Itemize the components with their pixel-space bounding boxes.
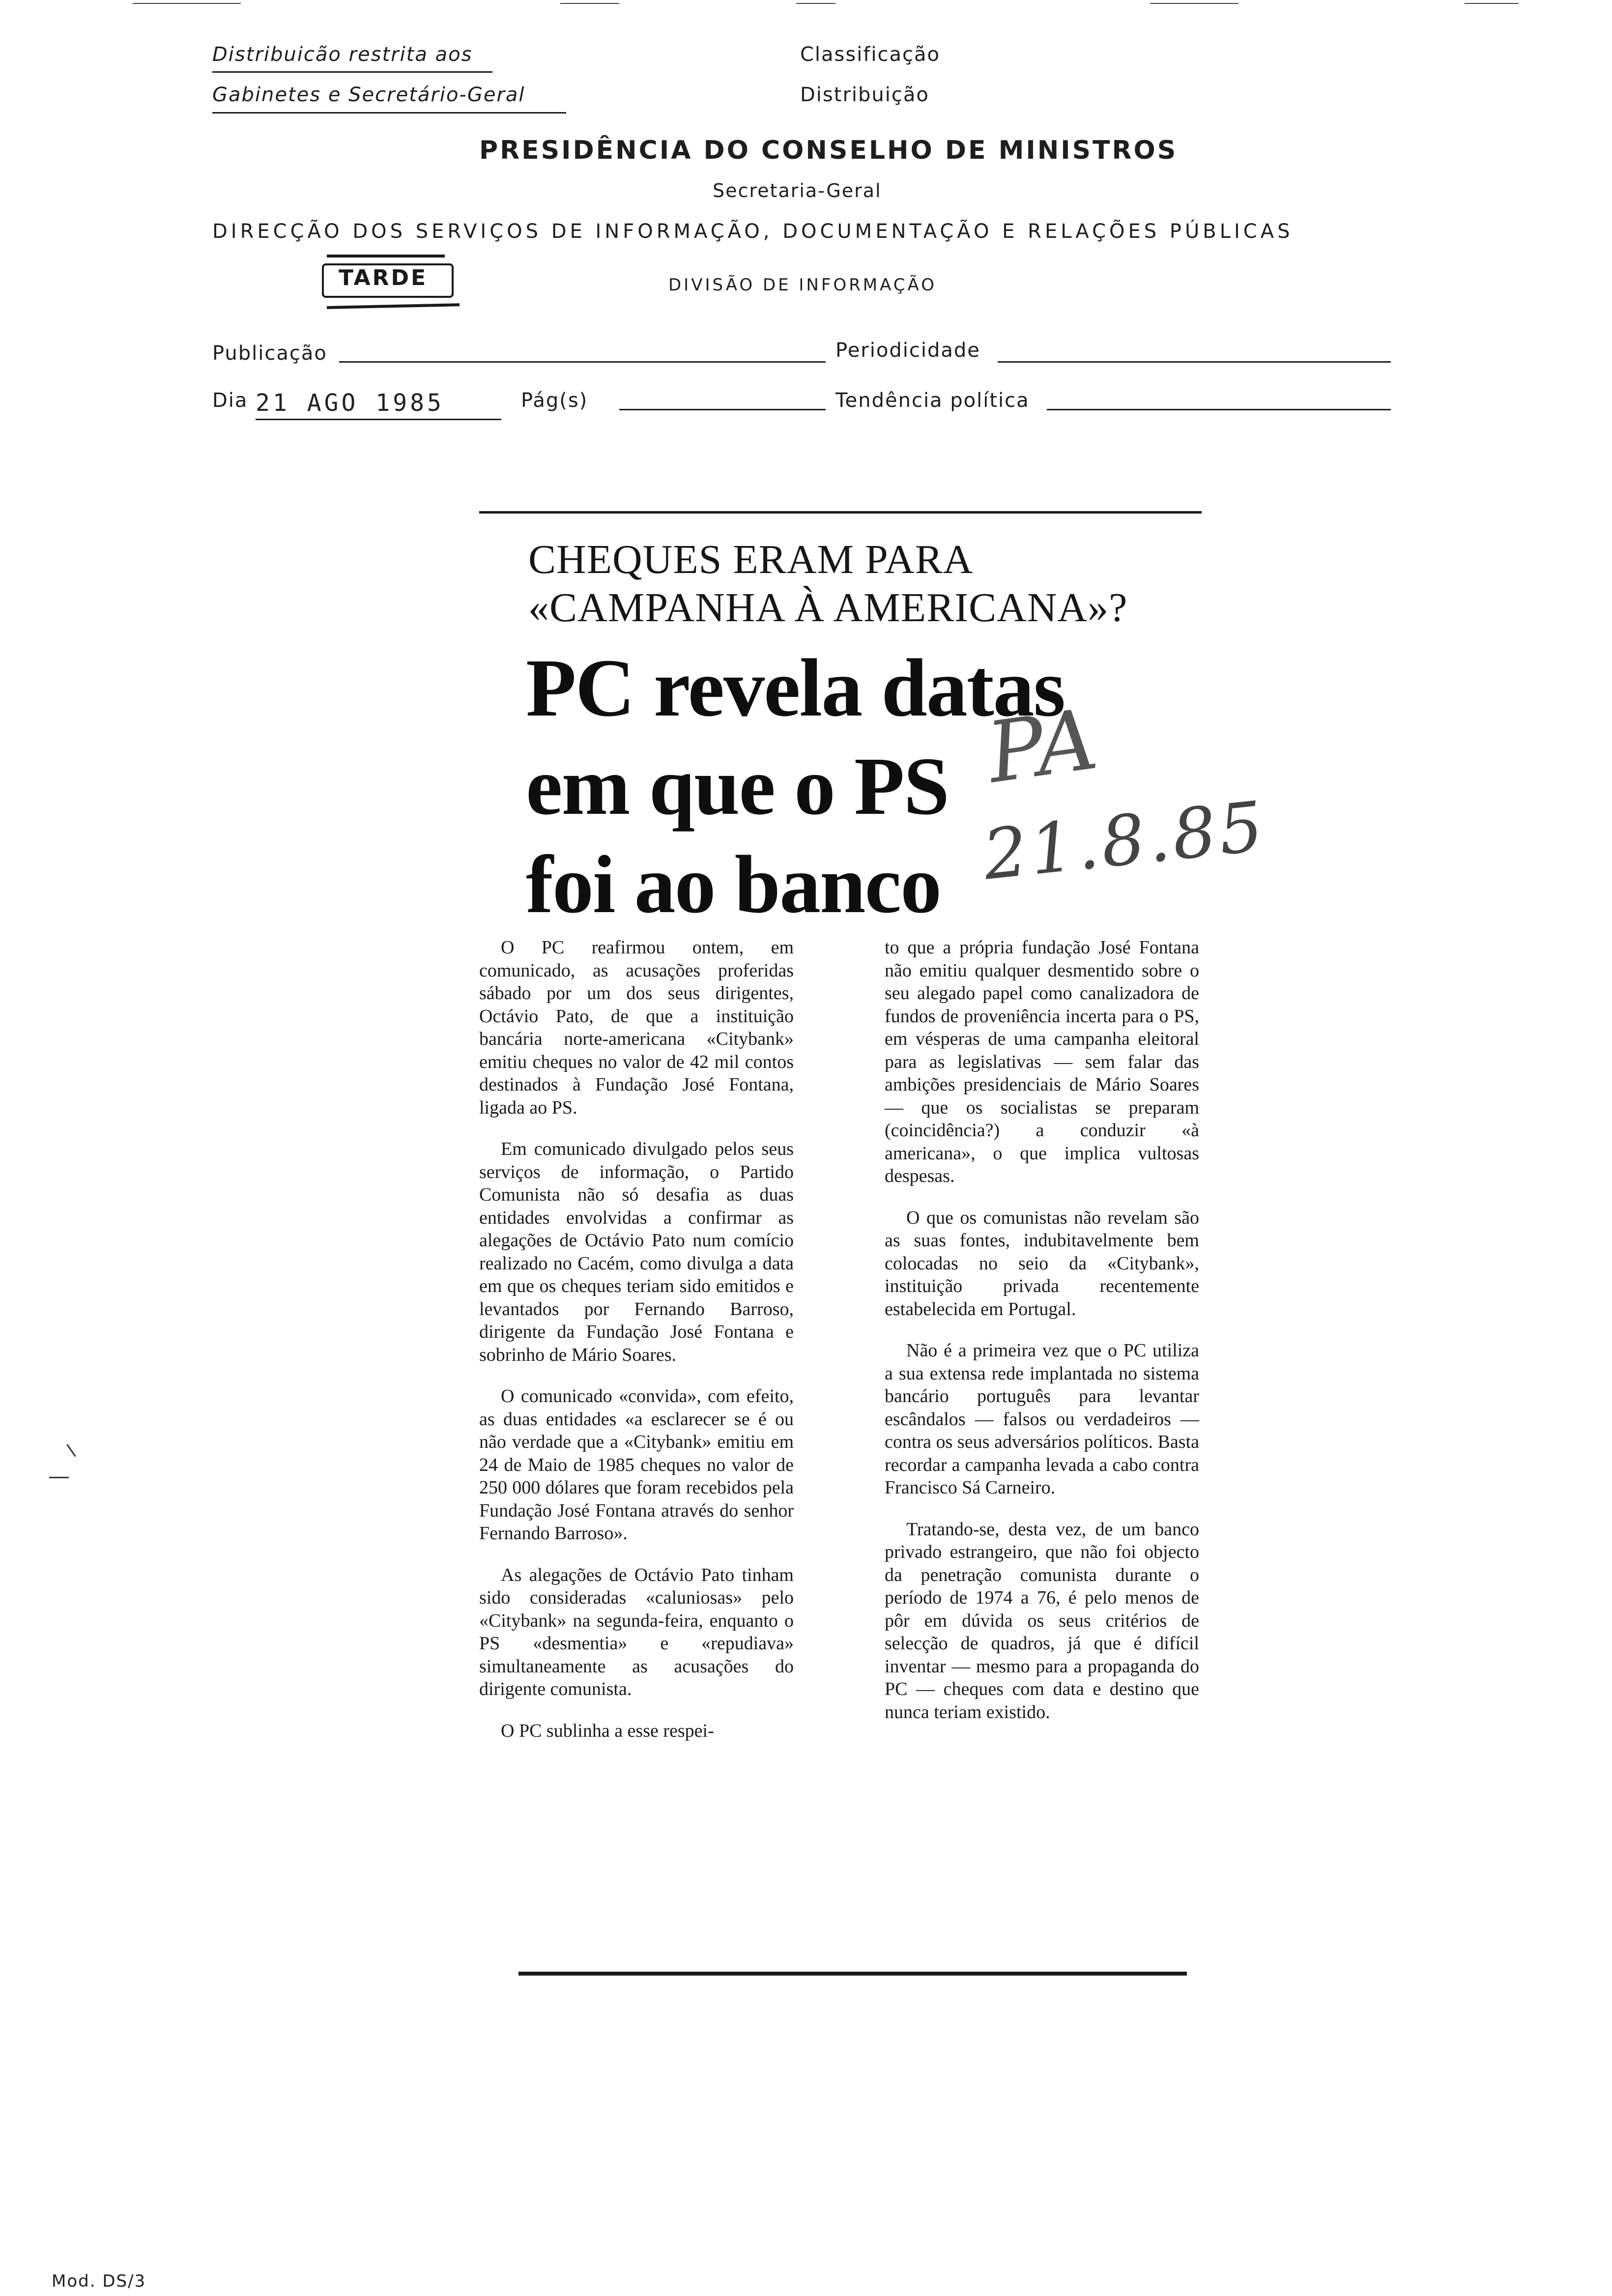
clipping-bottom-rule: [518, 1972, 1187, 1976]
footer-form-code: Mod. DS/3: [52, 2271, 146, 2291]
newspaper-stamp: [322, 250, 464, 311]
pages-field-line: [619, 409, 826, 410]
classification-label: Classificação: [800, 43, 941, 66]
scan-edge-mark: [1150, 3, 1238, 4]
restriction-underline: [212, 112, 566, 114]
pages-label: Pág(s): [521, 389, 588, 412]
article-paragraph: As alegações de Octávio Pato tinham sido consideradas «caluniosas» pelo «Citybank» na segunda-feira, enquanto o PS «desmentia» e «repudiava» simultaneamente as acusações do dirigente comunista.: [479, 1564, 794, 1699]
restriction-line-2: Gabinetes e Secretário-Geral: [212, 84, 525, 106]
scan-edge-mark: [1465, 3, 1519, 4]
office-title: PRESIDÊNCIA DO CONSELHO DE MINISTROS: [479, 136, 1178, 165]
article-paragraph: O comunicado «convida», com efeito, as duas entidades «a esclarecer se é ou não verdade que a «Citybank» emitiu em 24 de Maio de 1985 cheques no valor de 250 000 dólares que foram recebidos pela Fundação José Fontana através do senhor Fernando Barroso».: [479, 1386, 794, 1544]
margin-mark: [66, 1444, 76, 1457]
article-paragraph: Tratando-se, desta vez, de um banco privado estrangeiro, que não foi objecto da penetração comunista durante o período de 1974 a 76, é pelo menos de pôr em dúvida os seus critérios de selecção de quadros, já que é difícil inventar — mesmo para a propaganda do PC — cheques com data e destino que nunca teriam existido.: [885, 1519, 1199, 1722]
article-kicker-line-1: CHEQUES ERAM PARA: [528, 537, 974, 582]
article-paragraph: O PC sublinha a esse respei-: [501, 1720, 714, 1741]
distribution-label: Distribuição: [800, 84, 929, 106]
clipping-top-rule: [479, 511, 1202, 514]
margin-mark: [49, 1477, 69, 1478]
article-paragraph: O PC reafirmou ontem, em comunicado, as acusações proferidas sábado por um dos seus dirigentes, Octávio Pato, de que a instituição bancária norte-americana «Citybank» emitiu cheques no valor de 42 mil contos destinados à Fundação José Fontana, ligada ao PS.: [479, 937, 794, 1118]
article-column-1: [479, 936, 794, 1742]
handwritten-annotation-date: 21.8.85: [979, 786, 1270, 896]
restriction-line-1: Distribuicão restrita aos: [212, 43, 473, 66]
scan-edge-mark: [560, 3, 619, 4]
political-tendency-label: Tendência política: [835, 389, 1030, 412]
article-paragraph: Em comunicado divulgado pelos seus serviços de informação, o Partido Comunista não só desafia as duas entidades envolvidas a confirmar as alegações de Octávio Pato num comício realizado no Cacém, como divulga a data em que os cheques teriam sido emitidos e levantados por Fernando Barroso, dirigente da Fundação José Fontana e sobrinho de Mário Soares.: [479, 1139, 794, 1365]
article-column-2: [885, 936, 1199, 1723]
day-field-line: [256, 419, 501, 420]
article-headline-line-3: foi ao banco: [526, 839, 941, 930]
article-headline-line-1: PC revela datas: [526, 642, 1065, 734]
directorate-line: DIRECÇÃO DOS SERVIÇOS DE INFORMAÇÃO, DOCUMENTAÇÃO E RELAÇÕES PÚBLICAS: [212, 220, 1294, 243]
political-tendency-field-line: [1047, 409, 1391, 410]
publication-label: Publicação: [212, 342, 327, 365]
article-headline-line-2: em que o PS: [526, 741, 949, 832]
article-paragraph: Não é a primeira vez que o PC utiliza a sua extensa rede implantada no sistema bancário português para levantar escândalos — falsos ou verdadeiros — contra os seus adversários políticos. Basta recordar a campanha levada a cabo contra Francisco Sá Carneiro.: [885, 1340, 1199, 1498]
stamp-text: TARDE: [339, 265, 428, 290]
scan-edge-mark: [133, 3, 241, 4]
periodicity-field-line: [998, 361, 1391, 363]
handwritten-annotation-initials: PA: [981, 690, 1103, 803]
article-paragraph: O que os comunistas não revelam são as suas fontes, indubitavelmente bem colocadas no seio da «Citybank», instituição privada recentemente estabelecida em Portugal.: [885, 1207, 1199, 1320]
article-kicker-line-2: «CAMPANHA À AMERICANA»?: [528, 585, 1128, 631]
day-label: Dia: [212, 389, 248, 412]
restriction-underline: [212, 71, 492, 73]
division-label: DIVISÃO DE INFORMAÇÃO: [668, 275, 937, 295]
article-paragraph: to que a própria fundação José Fontana não emitiu qualquer desmentido sobre o seu alegado papel como canalizadora de fundos de proveniência incerta para o PS, em vésperas de uma campanha eleitoral para as legislativas — sem falar das ambições presidenciais de Mário Soares — que os socialistas se preparam (coincidência?) a conduzir «à americana», o que implica vultosas despesas.: [885, 937, 1199, 1186]
day-stamp: 21 AGO 1985: [256, 389, 444, 417]
office-subtitle: Secretaria-Geral: [713, 180, 882, 201]
publication-field-line: [339, 361, 826, 363]
scan-edge-mark: [796, 3, 835, 4]
periodicity-label: Periodicidade: [835, 339, 980, 362]
